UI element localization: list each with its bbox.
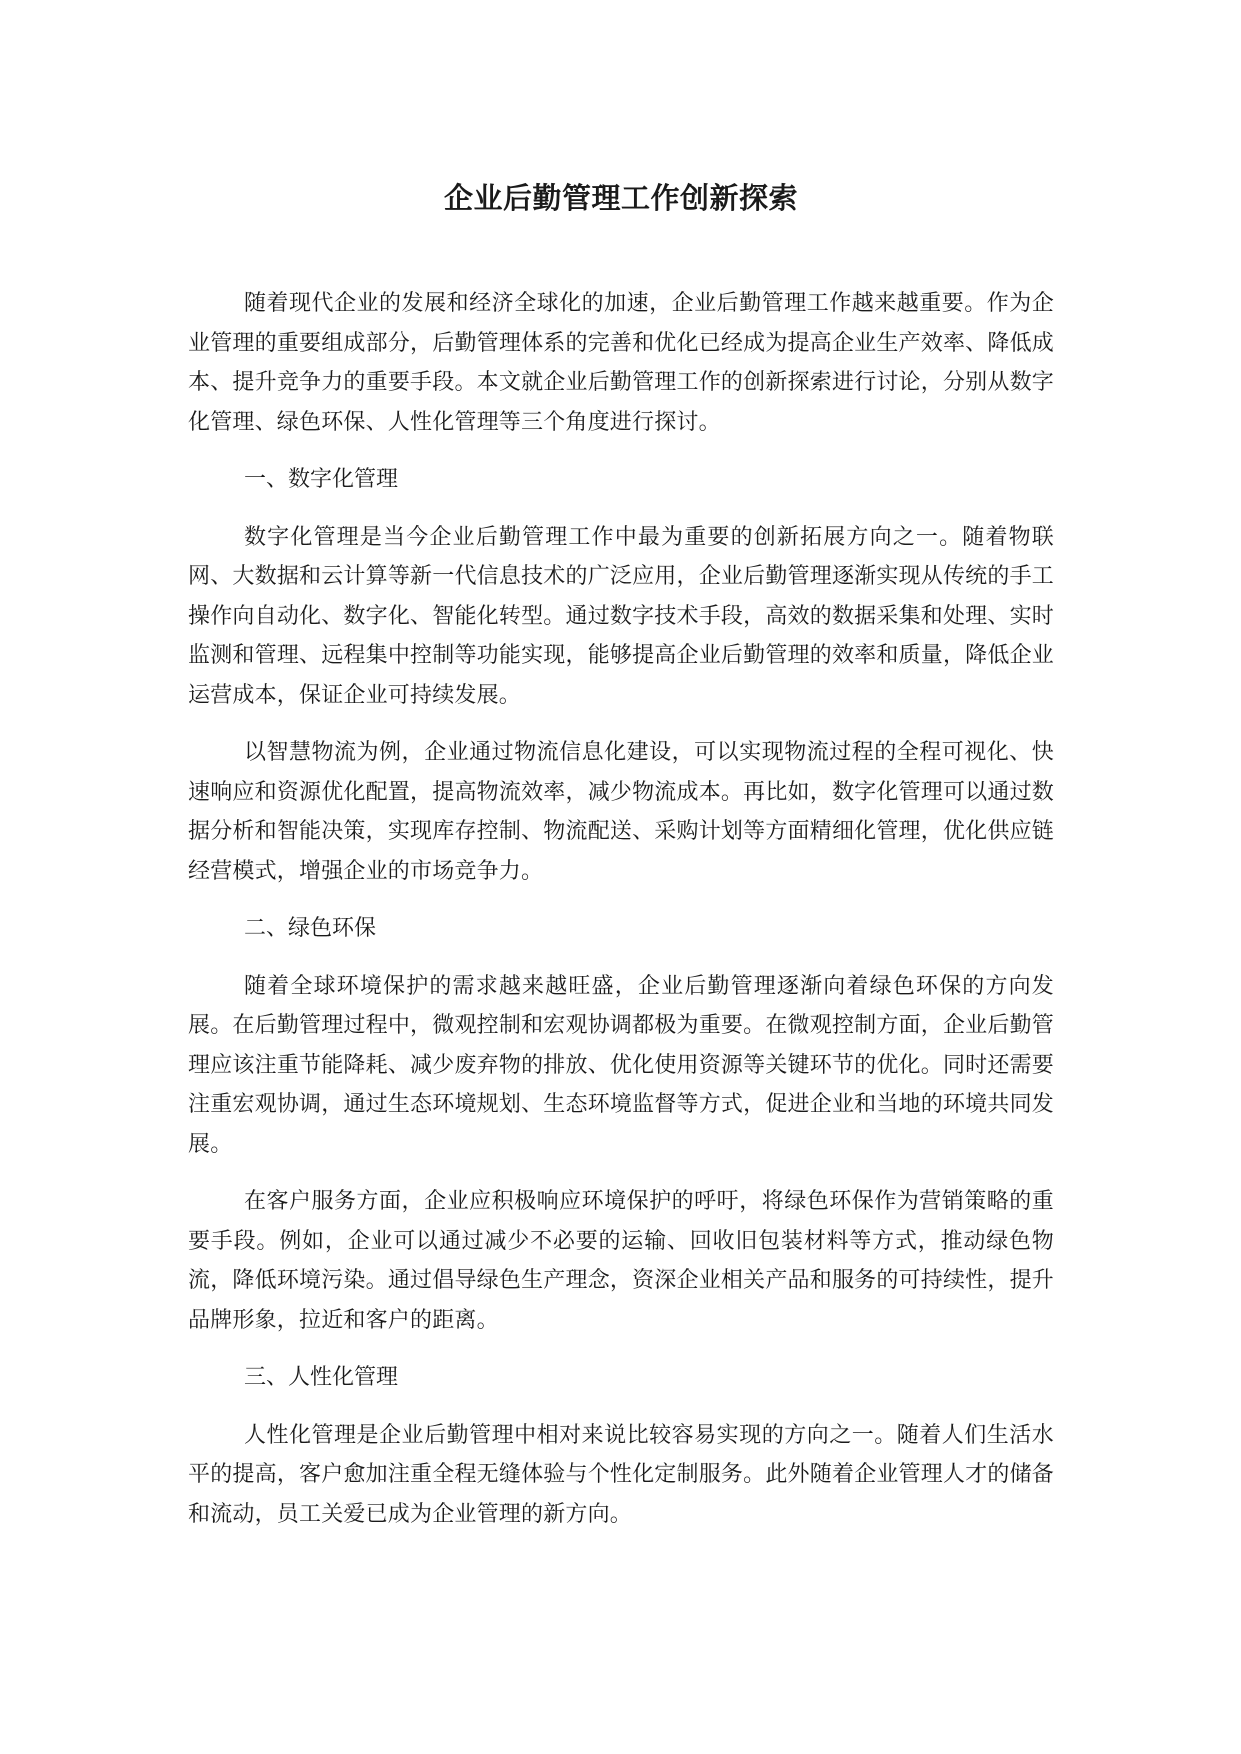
section-heading-digital: 一、数字化管理	[244, 467, 399, 492]
paragraph-green-2: 在客户服务方面，企业应积极响应环境保护的呼吁，将绿色环保作为营销策略的重要手段。例如，企业可以通过减少不必要的运输、回收旧包装材料等方式，推动绿色物流，降低环境污染。通过倡导绿色生产理念，资深企业相关产品和服务的可持续性，提升品牌形象，拉近和客户的距离。	[188, 1189, 1054, 1333]
paragraph-digital-2: 以智慧物流为例，企业通过物流信息化建设，可以实现物流过程的全程可视化、快速响应和资源优化配置，提高物流效率，减少物流成本。再比如，数字化管理可以通过数据分析和智能决策，实现库存控制、物流配送、采购计划等方面精细化管理，优化供应链经营模式，增强企业的市场竞争力。	[188, 740, 1054, 884]
document-body	[188, 284, 1054, 1552]
paragraph-humanized-1: 人性化管理是企业后勤管理中相对来说比较容易实现的方向之一。随着人们生活水平的提高，客户愈加注重全程无缝体验与个性化定制服务。此外随着企业管理人才的储备和流动，员工关爱已成为企业管理的新方向。	[188, 1422, 1054, 1527]
paragraph-digital-1: 数字化管理是当今企业后勤管理工作中最为重要的创新拓展方向之一。随着物联网、大数据和云计算等新一代信息技术的广泛应用，企业后勤管理逐渐实现从传统的手工操作向自动化、数字化、智能化转型。通过数字技术手段，高效的数据采集和处理、实时监测和管理、远程集中控制等功能实现，能够提高企业后勤管理的效率和质量，降低企业运营成本，保证企业可持续发展。	[188, 524, 1054, 708]
paragraph-green-1: 随着全球环境保护的需求越来越旺盛，企业后勤管理逐渐向着绿色环保的方向发展。在后勤管理过程中，微观控制和宏观协调都极为重要。在微观控制方面，企业后勤管理应该注重节能降耗、减少废弃物的排放、优化使用资源等关键环节的优化。同时还需要注重宏观协调，通过生态环境规划、生态环境监督等方式，促进企业和当地的环境共同发展。	[188, 973, 1054, 1157]
intro-paragraph: 随着现代企业的发展和经济全球化的加速，企业后勤管理工作越来越重要。作为企业管理的重要组成部分，后勤管理体系的完善和优化已经成为提高企业生产效率、降低成本、提升竞争力的重要手段。本文就企业后勤管理工作的创新探索进行讨论，分别从数字化管理、绿色环保、人性化管理等三个角度进行探讨。	[188, 291, 1054, 435]
document-title: 企业后勤管理工作创新探索	[443, 181, 798, 215]
section-heading-green: 二、绿色环保	[244, 916, 377, 941]
section-heading-humanized: 三、人性化管理	[244, 1365, 399, 1390]
